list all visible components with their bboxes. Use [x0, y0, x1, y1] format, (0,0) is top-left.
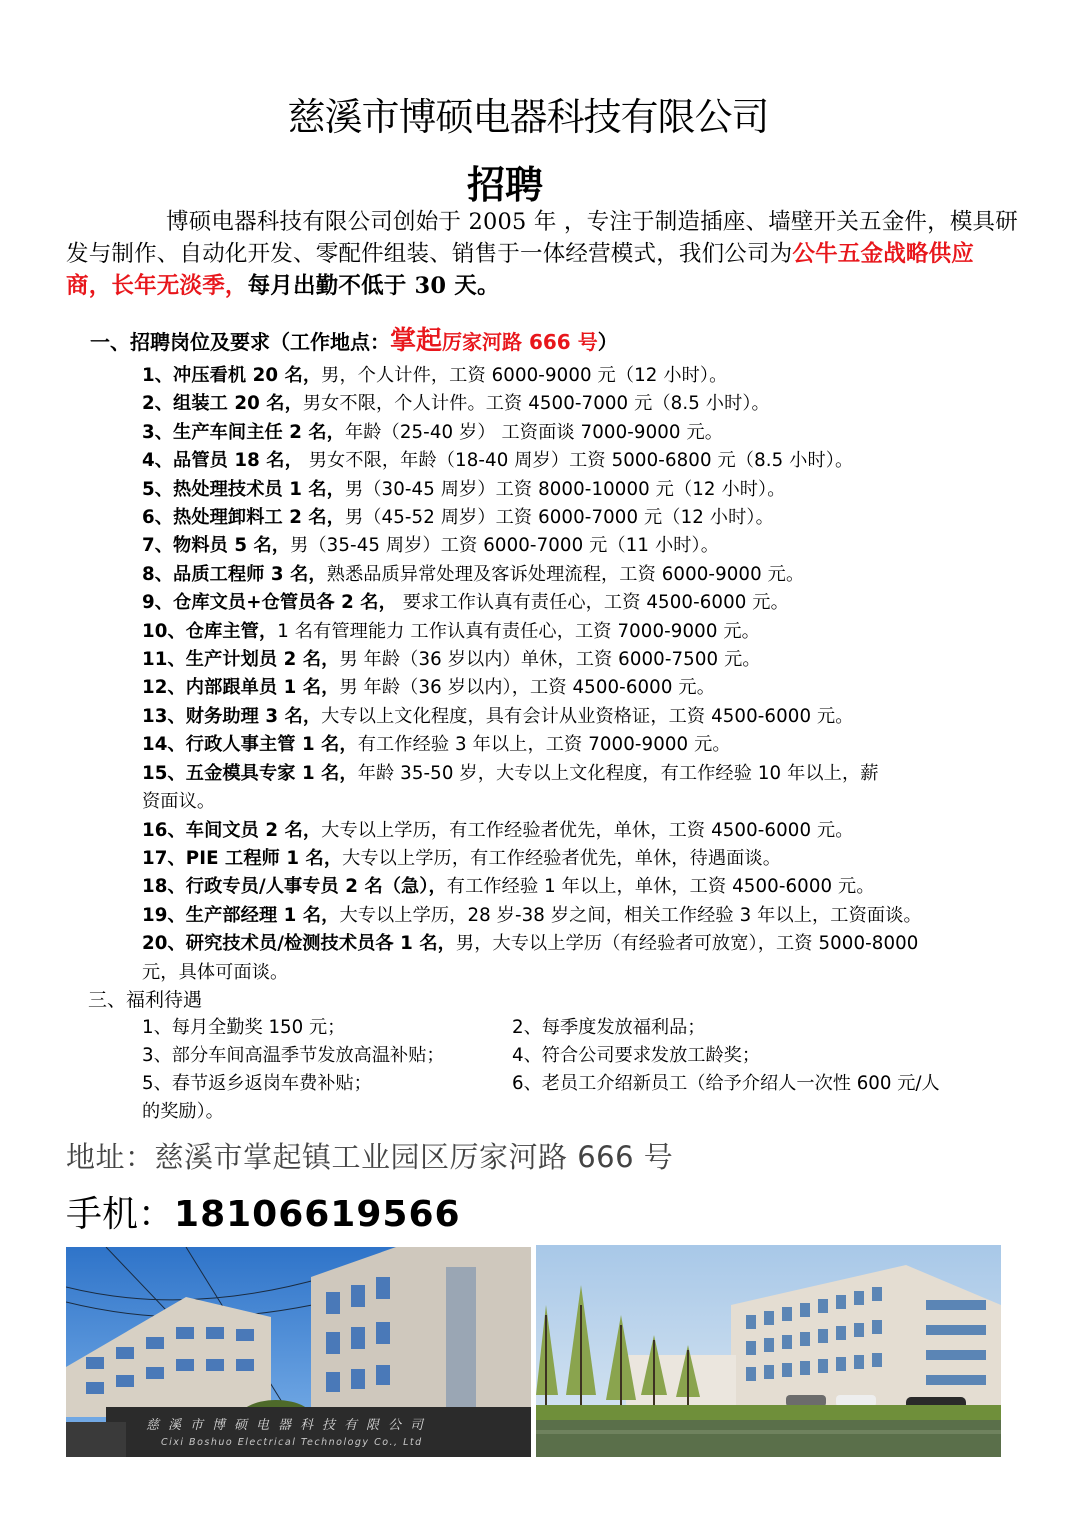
grass-bank — [536, 1405, 1001, 1420]
job-title: 20、研究技术员/检测技术员各 1 名， — [142, 933, 456, 955]
job-title: 17、PIE 工程师 1 名， — [142, 847, 343, 869]
job-detail: 要求工作认真有责任心，工资 4500-6000 元。 — [396, 592, 789, 614]
job-detail: 男，个人计件，工资 6000-9000 元（12 小时）。 — [321, 365, 728, 386]
job-detail-continued: 资面议。 — [142, 791, 216, 813]
job-item — [142, 390, 1022, 418]
job-item — [142, 873, 1022, 901]
section1-suffix: ） — [597, 330, 618, 354]
work-location-town: 掌起 — [390, 326, 443, 356]
benefit-item: 1、每月全勤奖 150 元； — [142, 1017, 346, 1038]
sign-chinese-text: 慈溪市博硕电器科技有限公司 — [146, 1418, 433, 1433]
benefit-item-continued: 的奖励）。 — [142, 1101, 224, 1122]
phone-number: 18106619566 — [174, 1194, 461, 1235]
factory-building-photo — [536, 1245, 1001, 1457]
benefit-item: 3、部分车间高温季节发放高温补贴； — [142, 1045, 445, 1066]
job-title: 10、仓库主管， — [142, 620, 278, 642]
job-detail: 年龄（25-40 岁） 工资面谈 7000-9000 元。 — [344, 421, 724, 443]
job-title: 2、组装工 20 名， — [142, 393, 303, 415]
benefits-list — [142, 1014, 1022, 1126]
job-title: 13、财务助理 3 名， — [142, 705, 322, 727]
job-item — [142, 930, 1022, 987]
stone-base — [66, 1422, 126, 1457]
job-detail: 有工作经验 1 年以上，单休，工资 4500-6000 元。 — [446, 876, 875, 898]
benefit-item: 5、春节返乡返岗车费补贴； — [142, 1073, 372, 1094]
job-detail: 有工作经验 3 年以上，工资 7000-9000 元。 — [357, 734, 731, 756]
job-title: 14、行政人事主管 1 名， — [142, 734, 358, 756]
job-item — [142, 532, 1022, 560]
benefit-item: 6、老员工介绍新员工（给予介绍人一次性 600 元/人 — [512, 1073, 940, 1094]
work-location-road: 厉家河路 666 号 — [442, 330, 598, 354]
phone-label: 手机： — [66, 1194, 175, 1235]
job-detail: 大专以上文化程度，具有会计从业资格证，工资 4500-6000 元。 — [321, 705, 854, 727]
job-detail: 男，大专以上学历（有经验者可放宽），工资 5000-8000 — [455, 933, 919, 955]
recruitment-headline: 招聘 — [466, 163, 543, 207]
job-item — [142, 902, 1022, 930]
job-detail: 1 名有管理能力 工作认真有责任心，工资 7000-9000 元。 — [277, 620, 760, 642]
job-title: 4、品管员 18 名， — [142, 450, 303, 472]
job-title: 8、品质工程师 3 名， — [142, 563, 327, 585]
section-positions-heading — [90, 320, 618, 357]
benefits-row — [142, 1042, 1022, 1070]
factory-building-illustration — [536, 1245, 1001, 1457]
job-item — [142, 845, 1022, 873]
benefits-row — [142, 1070, 1022, 1098]
job-title: 16、车间文员 2 名， — [142, 819, 322, 841]
job-detail-continued: 元，具体可面谈。 — [142, 961, 289, 983]
job-detail: 男女不限，年龄（18-40 周岁）工资 5000-6800 元（8.5 小时）。 — [302, 450, 854, 472]
job-detail: 大专以上学历，有工作经验者优先，单休，待遇面谈。 — [342, 847, 782, 869]
job-item — [142, 618, 1022, 646]
job-title: 12、内部跟单员 1 名， — [142, 677, 340, 699]
job-detail: 大专以上学历，有工作经验者优先，单休，工资 4500-6000 元。 — [321, 819, 854, 841]
job-detail: 熟悉品质异常处理及客诉处理流程，工资 6000-9000 元。 — [326, 563, 805, 585]
job-detail: 男 年龄（36 岁以内），工资 4500-6000 元。 — [339, 677, 715, 699]
right-building — [311, 1247, 531, 1417]
benefit-item: 4、符合公司要求发放工龄奖； — [512, 1045, 761, 1066]
job-item — [142, 589, 1022, 617]
job-item — [142, 561, 1022, 589]
intro-text: 博硕电器科技有限公司创始于 2005 年 ，专注于制造插座、墙壁开关五金件，模具研发与制作、自动化开发、零配件组装、销售于一体经营模式，我们公司为 — [66, 209, 1018, 267]
contact-phone — [66, 1186, 461, 1237]
job-item — [142, 447, 1022, 475]
job-title: 6、热处理卸料工 2 名， — [142, 507, 345, 529]
job-detail: 男女不限，个人计件。工资 4500-7000 元（8.5 小时）。 — [302, 393, 770, 415]
job-detail: 男（35-45 周岁）工资 6000-7000 元（11 小时）。 — [290, 535, 719, 557]
benefits-row — [142, 1014, 1022, 1042]
job-title: 15、五金模具专家 1 名， — [142, 762, 358, 784]
job-detail: 男（30-45 周岁）工资 8000-10000 元（12 小时）。 — [344, 478, 786, 500]
job-title: 11、生产计划员 2 名， — [142, 649, 340, 671]
sign-english-text: Cixi Boshuo Electrical Technology Co., Ltd — [161, 1437, 423, 1448]
job-title: 3、生产车间主任 2 名， — [142, 421, 345, 443]
job-title: 7、物料员 5 名， — [142, 535, 291, 557]
job-item — [142, 760, 1022, 817]
job-title: 5、热处理技术员 1 名， — [142, 478, 345, 500]
job-item — [142, 476, 1022, 504]
job-detail: 男 年龄（36 岁以内）单休，工资 6000-7500 元。 — [339, 649, 761, 671]
job-list — [142, 362, 1022, 987]
factory-gate-illustration — [66, 1247, 531, 1457]
company-address — [66, 1135, 673, 1176]
job-item — [142, 817, 1022, 845]
water-reflection — [536, 1430, 1001, 1434]
benefit-item: 2、每季度发放福利品； — [512, 1017, 706, 1038]
job-detail: 年龄 35-50 岁，大专以上文化程度，有工作经验 10 年以上，薪 — [357, 762, 879, 784]
job-item — [142, 674, 1022, 702]
intro-highlight: 公牛五金战略供应商，长年无淡季， — [66, 241, 975, 299]
canal-water — [536, 1420, 1001, 1457]
intro-tail: 每月出勤不低于 30 天。 — [247, 273, 500, 299]
address-label: 地址： — [66, 1140, 155, 1174]
job-detail: 男（45-52 周岁）工资 6000-7000 元（12 小时）。 — [344, 507, 774, 529]
job-item — [142, 362, 1022, 390]
address-value: 慈溪市掌起镇工业园区厉家河路 666 号 — [154, 1140, 674, 1174]
section1-prefix: 一、招聘岗位及要求（工作地点： — [90, 330, 390, 354]
job-title: 18、行政专员/人事专员 2 名（急）， — [142, 876, 447, 898]
job-detail: 大专以上学历，28 岁-38 岁之间，相关工作经验 3 年以上，工资面谈。 — [339, 904, 922, 926]
job-title: 1、冲压看机 20 名， — [142, 365, 322, 386]
company-name: 慈溪市博硕电器科技有限公司 — [287, 95, 769, 139]
factory-gate-photo — [66, 1247, 531, 1457]
job-item — [142, 703, 1022, 731]
job-item — [142, 419, 1022, 447]
job-item — [142, 504, 1022, 532]
section-benefits-heading: 三、福利待遇 — [88, 989, 203, 1011]
job-item — [142, 646, 1022, 674]
intro-paragraph — [66, 206, 1018, 302]
job-title: 19、生产部经理 1 名， — [142, 904, 340, 926]
job-item — [142, 731, 1022, 759]
job-title: 9、仓库文员+仓管员各 2 名， — [142, 592, 397, 614]
